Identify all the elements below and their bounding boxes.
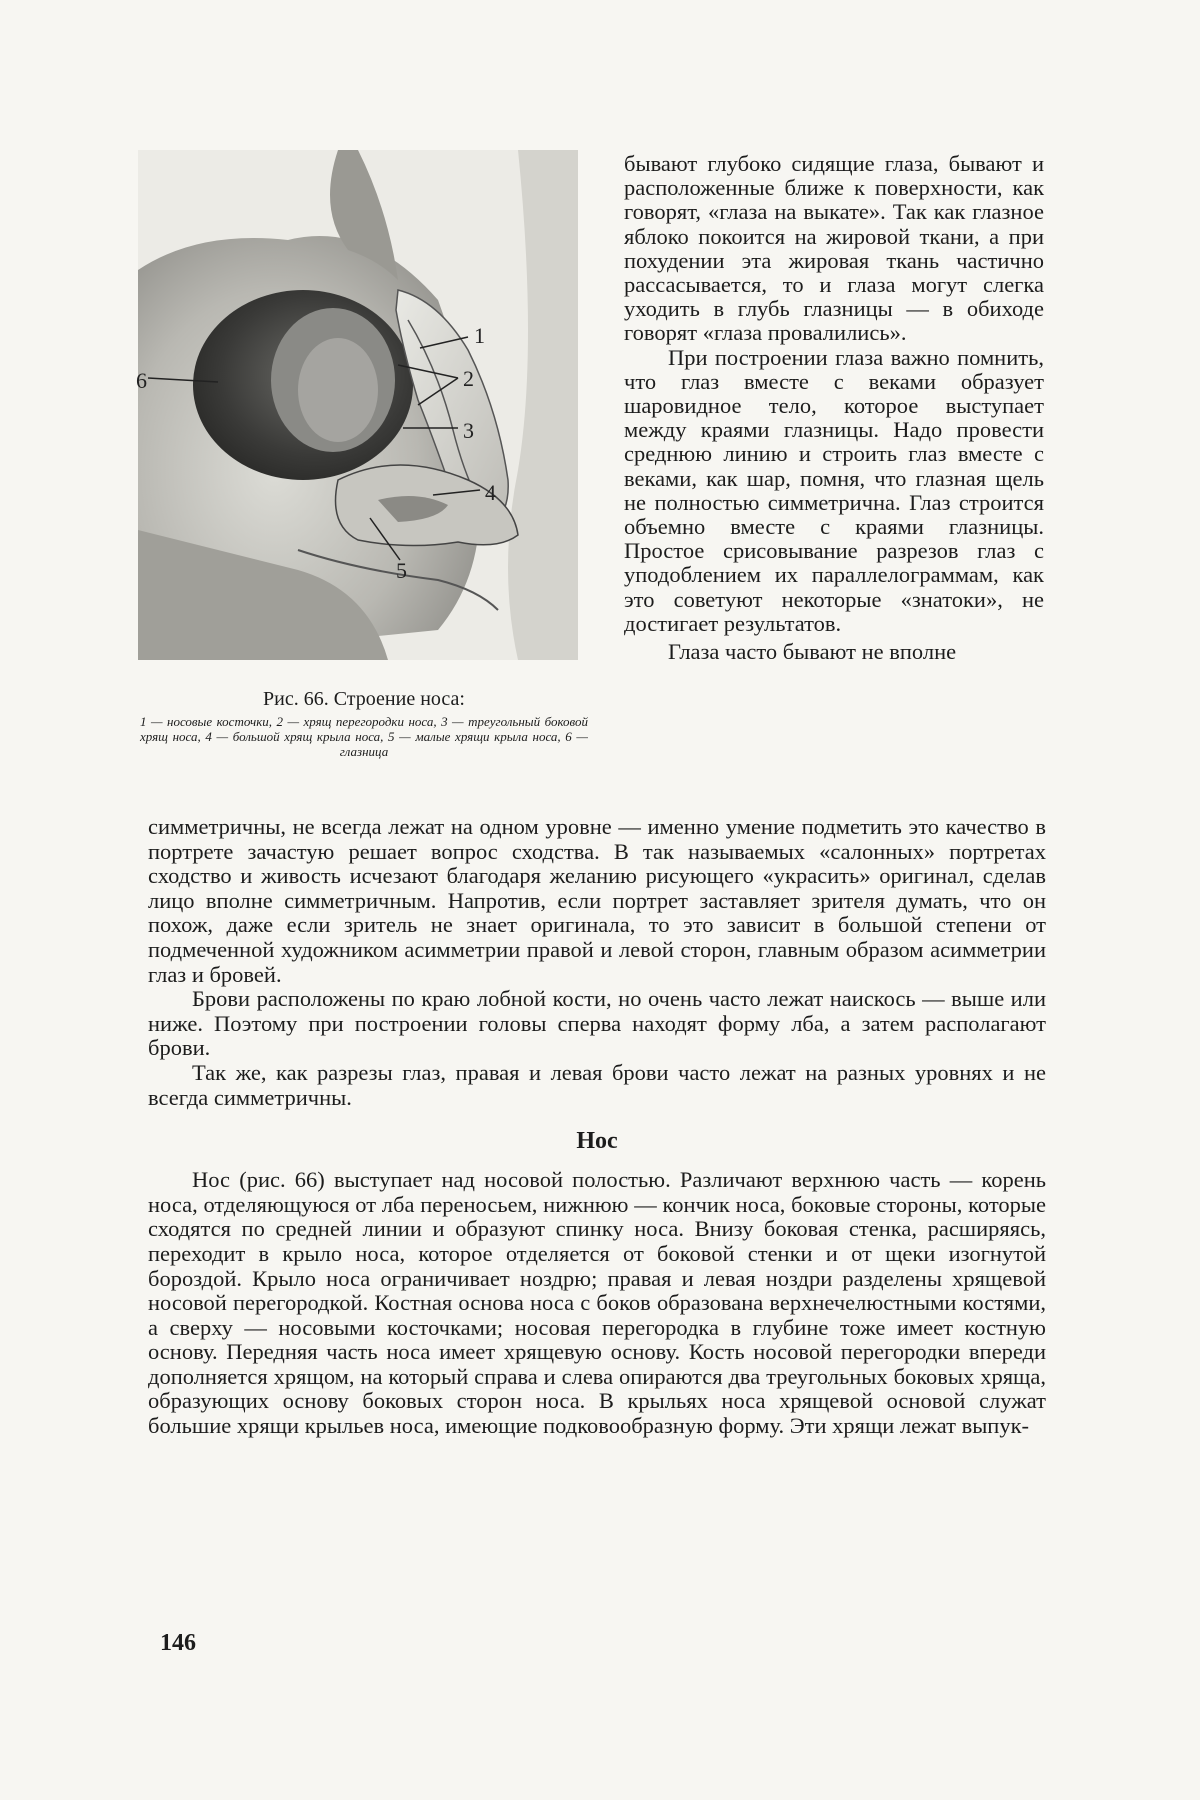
full-width-text [148,815,1046,1439]
caption-legend: 1 — носовые косточки, 2 — хрящ перегородки носа, 3 — треугольный боковой хрящ носа, 4 — большой хрящ крыла носа, 5 — малые хрящи крыла носа, 6 — глазница [140,714,588,759]
section-heading-nose: Нос [576,1128,618,1155]
paragraph-eyes-rest: симметричны, не всегда лежат на одном уровне — именно умение подметить это качество в портрете зачастую решает вопрос сходства. В так называемых «салонных» портретах сходство и живость исчезают благодаря желанию рисующего «украсить» оригинал, сделав лицо вполне симметричным. Напротив, если портрет заставляет зрителя думать, что он похож, даже если зритель не знает оригинала, то это зависит в большой степени от подмеченной художником асимметрии правой и левой сторон, главным образом асимметрии глаз и бровей. [148,814,1046,987]
fig-label-1: 1 [474,323,485,348]
caption-title: Рис. 66. Строение носа: [263,688,465,710]
paragraph-brows-levels: Так же, как разрезы глаз, правая и левая брови часто лежат на разных уровнях и не всегда симметричны. [148,1059,1046,1110]
right-col-paragraph-2: При построении глаза важно помнить, что глаз вместе с веками образует шаровидное тело, которое выступает между краями глазницы. Надо провести среднюю линию и строить глаз вместе с веками, как шар, помня, что глазная щель не полностью симметрична. Глаз строится объемно вместе с краями глазницы. Простое срисовывание разрезов глаз с уподоблением их параллелограммам, как это советуют некоторые «знатоки», не достигает результатов. [624,344,1044,636]
paragraph-brows: Брови расположены по краю лобной кости, но очень часто лежат наискось — выше или ниже. Поэтому при построении головы сперва находят форму лба, а затем располагают брови. [148,986,1046,1061]
right-col-paragraph-1: бывают глубоко сидящие глаза, бывают и расположенные ближе к поверхности, как говорят, «глаза на выкате». Так как глазное яблоко покоится на жировой ткани, а при похудении эта жировая ткань частично рассасывается, то и глаза могут слегка уходить в глубь глазницы — в обиходе говорят «глаза провалились». [624,151,1044,346]
fig-label-4: 4 [485,480,496,505]
paragraph-eyes-start: Глаза часто бывают не вполне [668,639,957,665]
fig-label-3: 3 [463,418,474,443]
nose-anatomy-illustration [138,150,578,660]
page-number: 146 [160,1630,196,1656]
paragraph-nose: Нос (рис. 66) выступает над носовой полостью. Различают верхнюю часть — корень носа, отделяющуюся от лба переносьем, нижнюю — кончик носа, боковые стороны, которые сходятся по средней линии и образуют спинку носа. Внизу боковая стенка, расширяясь, переходит в крыло носа, которое отделяется от боковой стенки и от щеки изогнутой бороздой. Крыло носа ограничивает ноздрю; правая и левая ноздри разделены хрящевой носовой перегородкой. Костная основа носа с боков образована верхнечелюстными костями, а сверху — носовыми косточками; носовая перегородка в глубине тоже имеет костную основу. Передняя часть носа имеет хрящевую основу. Кость носовой перегородки впереди дополняется хрящом, на который справа и слева опираются два треугольных боковых хряща, образующих основу боковых сторон носа. В крыльях носа хрящевой основой служат большие хрящи крыльев носа, имеющие подковообразную форму. Эти хрящи лежат выпук- [148,1167,1046,1439]
figure-caption [140,686,588,759]
fig-label-5: 5 [396,558,407,583]
fig-label-6: 6 [136,368,147,393]
right-column-text [624,152,1044,664]
fig-label-2: 2 [463,366,474,391]
nose-anatomy-figure [138,150,578,660]
